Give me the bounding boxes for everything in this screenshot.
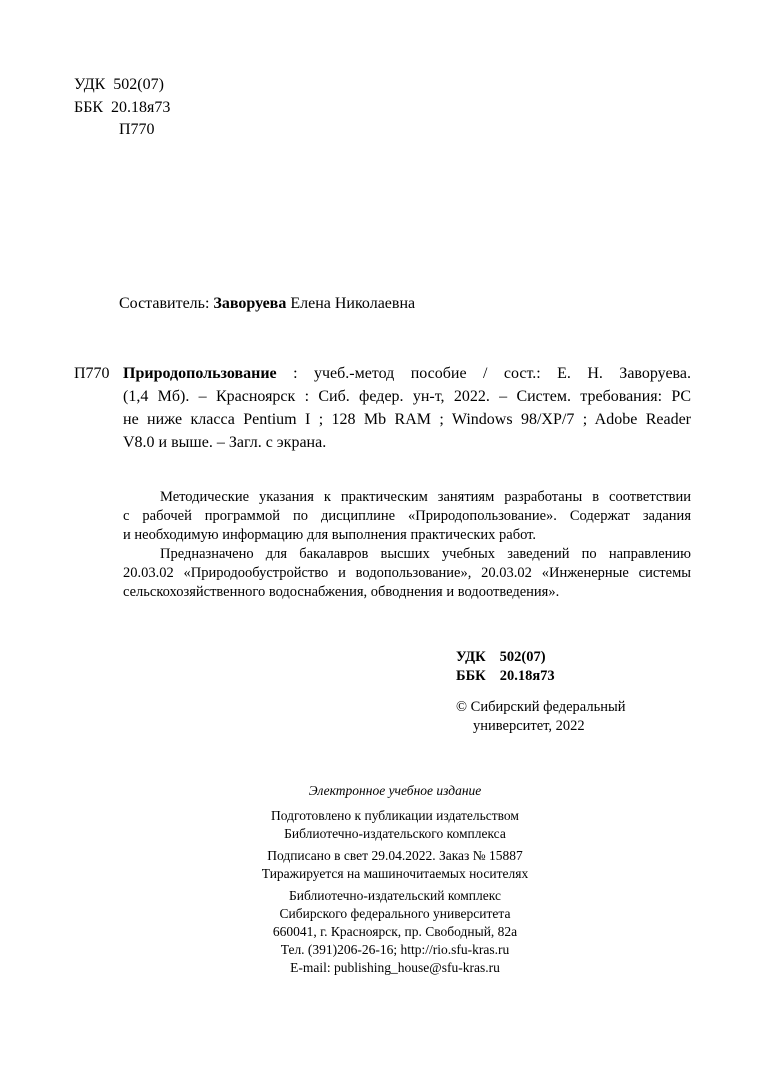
- udk-value: 502(07): [113, 76, 164, 93]
- compiler-given-names: Елена Николаевна: [290, 295, 416, 312]
- copyright-line-1: © Сибирский федеральный: [456, 699, 626, 715]
- compiler-label: Составитель:: [119, 295, 210, 312]
- block-udk-label: УДК: [456, 649, 486, 665]
- bib-line-1-rest: : учеб.-метод пособие / сост.: Е. Н. Заворуева.: [276, 365, 691, 382]
- bib-line-2: (1,4 Мб). – Красноярск : Сиб. федер. ун-т, 2022. – Систем. требования: PC: [123, 388, 691, 405]
- bib-line-3: не ниже класса Pentium I ; 128 Mb RAM ; Windows 98/XP/7 ; Adobe Reader: [123, 411, 691, 428]
- edition-type: Электронное учебное издание: [308, 783, 482, 798]
- abstract-p2-line3: сельскохозяйственного водоснабжения, обводнения и водоотведения».: [123, 584, 560, 600]
- prepared-line-1: Подготовлено к публикации издательством: [271, 808, 519, 823]
- abstract-p2-line1: Предназначено для бакалавров высших учебных заведений по направлению: [160, 546, 691, 562]
- email-line: E-mail: publishing_house@sfu-kras.ru: [290, 960, 500, 975]
- prepared-line-2: Библиотечно-издательского комплекса: [284, 826, 506, 841]
- author-mark: П770: [119, 121, 155, 138]
- abstract-p1-line2: с рабочей программой по дисциплине «Природопользование». Содержат задания: [123, 508, 691, 524]
- publisher-line-2: Сибирского федерального университета: [279, 906, 511, 921]
- address-line: 660041, г. Красноярск, пр. Свободный, 82а: [272, 924, 518, 939]
- signed-line: Подписано в свет 29.04.2022. Заказ № 15887: [267, 848, 523, 863]
- block-bbk-label: ББК: [456, 668, 486, 684]
- block-bbk-value: 20.18я73: [499, 668, 555, 684]
- bib-title: Природопользование: [123, 365, 277, 382]
- bib-line-4: V8.0 и выше. – Загл. с экрана.: [123, 434, 327, 451]
- compiler-surname: Заворуева: [213, 295, 287, 312]
- copyright-line-2: университет, 2022: [473, 718, 585, 734]
- udk-label: УДК: [74, 76, 106, 93]
- bbk-value: 20.18я73: [111, 99, 171, 116]
- udk-line: [74, 74, 164, 96]
- block-udk-line: [456, 648, 546, 667]
- block-bbk-line: [456, 667, 555, 686]
- bib-line-1: [123, 363, 691, 385]
- abstract-p1-line1: Методические указания к практическим занятиям разработаны в соответствии: [160, 489, 691, 505]
- publisher-line-1: Библиотечно-издательский комплекс: [289, 888, 501, 903]
- bib-mark: П770: [74, 365, 110, 382]
- abstract-p1-line3: и необходимую информацию для выполнения практических работ.: [123, 527, 537, 543]
- bbk-label: ББК: [74, 99, 104, 116]
- phone-web-line: Тел. (391)206-26-16; http://rio.sfu-kras.ru: [280, 942, 510, 957]
- replicated-line: Тиражируется на машиночитаемых носителях: [261, 866, 529, 881]
- bbk-line: [74, 97, 170, 119]
- abstract-p2-line2: 20.03.02 «Природообустройство и водопользование», 20.03.02 «Инженерные системы: [123, 565, 691, 581]
- compiler-line: [119, 293, 415, 315]
- block-udk-value: 502(07): [499, 649, 546, 665]
